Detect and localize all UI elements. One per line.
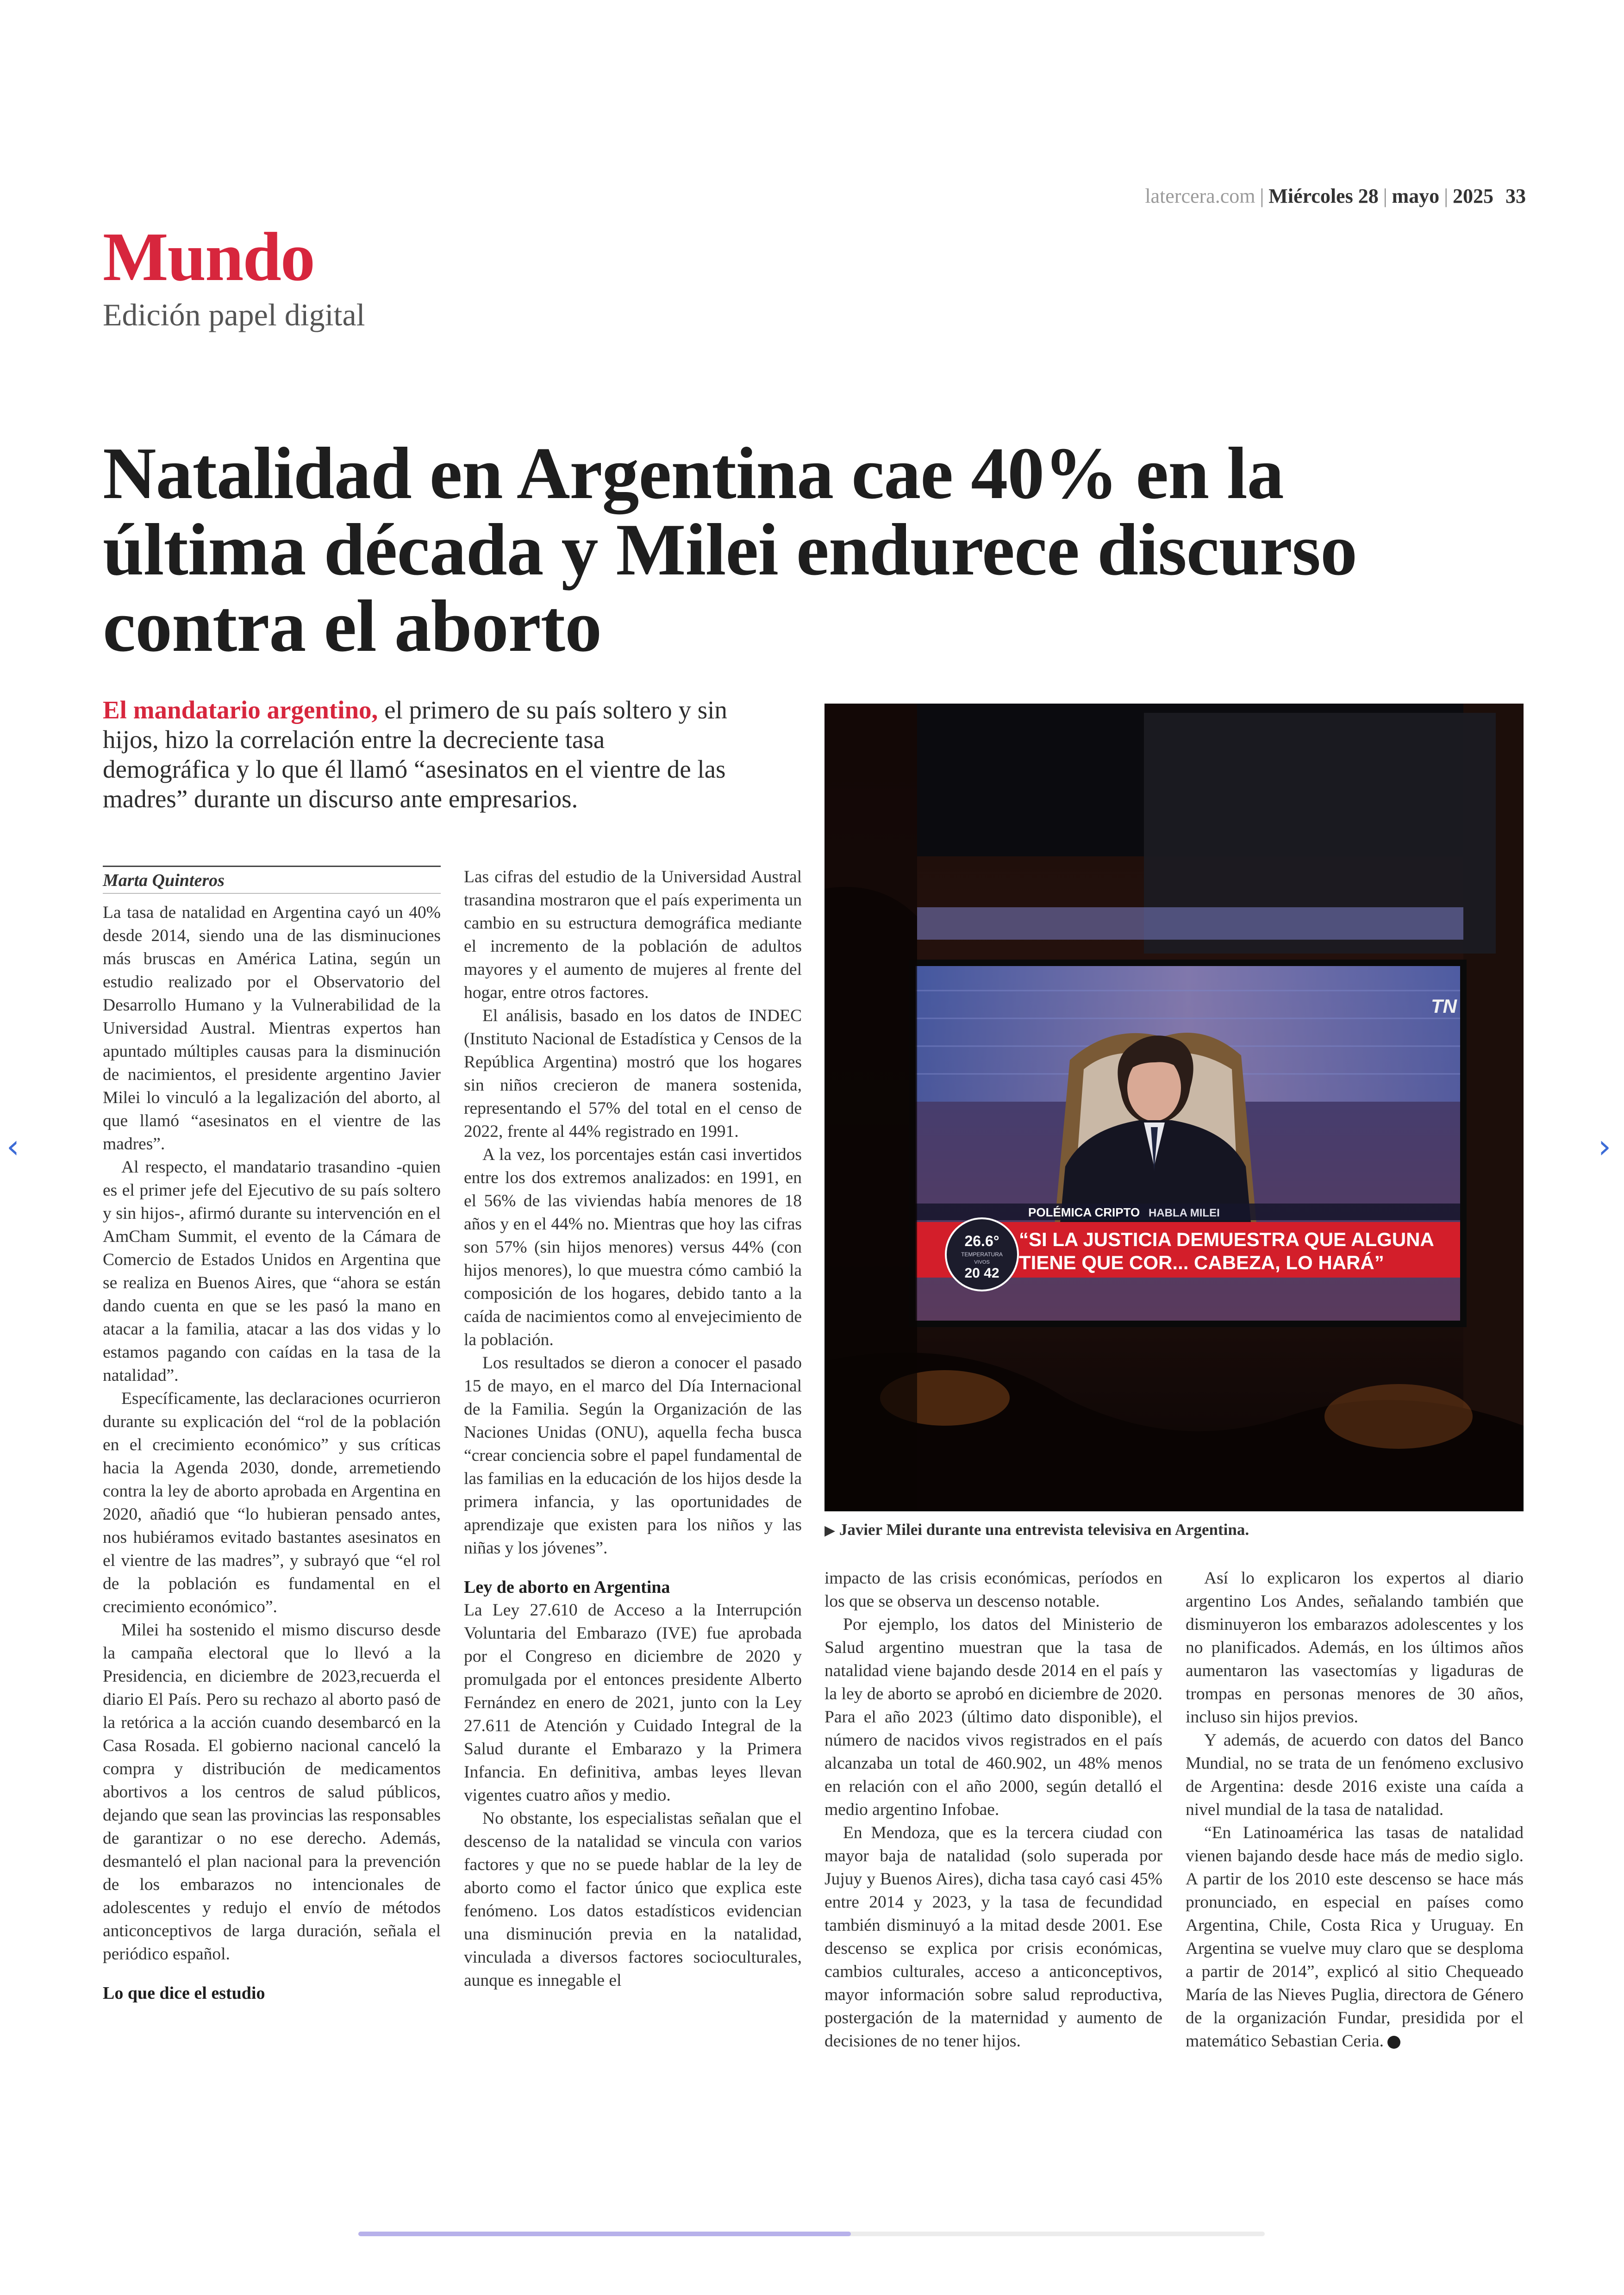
paragraph: [1186, 1821, 1524, 2053]
page-number: 33: [1505, 185, 1526, 207]
article-lead: [103, 695, 732, 814]
body-column-2: [464, 866, 802, 1992]
paragraph-text: “En Latinoamérica las tasas de natalidad vienen bajando desde hace más de medio siglo. A partir de los 2010 este descenso se hace más pronunciado, en especial en países como Argentina, Chile, Costa Rica y Uruguay. En Argentina se vuelve muy claro que se desploma a partir de 2014”, explicó al sitio Chequeado María de las Nieves Puglia, directora de Género de la organización Fundar, presidida por el matemático Sebastian Ceria.: [1186, 1823, 1524, 2051]
paragraph: Específicamente, las declaraciones ocurrieron durante su explicación del “rol de la población en el crecimiento económico” y sus críticas hacia la Agenda 2030, donde, arremetiendo contra la ley de aborto aprobada en Argentina en 2020, añadió que “lo hubieran pensado antes, nos hubiéramos evitado bastantes asesinatos en el vientre de las madres”, y subrayó que “el rol de la población es fundamental en el crecimiento económico”.: [103, 1389, 441, 1616]
paragraph: Así lo explicaron los expertos al diario argentino Los Andes, señalando también que disminuyeron los embarazos adolescentes y los no planificados. Además, en los últimos años aumentaron las vasectomías y ligaduras de trompas en personas menores de 30 años, incluso sin hijos previos.: [1186, 1569, 1524, 1727]
banner-tag: HABLA MILEI: [1149, 1207, 1220, 1219]
paragraph: A la vez, los porcentajes están casi invertidos entre los dos extremos analizados: en 1991, en el 56% de las viviendas había menores de 18 años y en el 44% no. Mientras que hoy las cifras son 57% (sin hijos menores) versus 44% (con hijos menores), lo que muestra cómo cambió la composición de los hogares, debido tanto a la caída de nacimientos como al envejecimiento de la población.: [464, 1145, 802, 1349]
paragraph: Las cifras del estudio de la Universidad Austral trasandina mostraron que el país experimenta un cambio en su estructura demográfica mediante el incremento de la población de adultos mayores y el aumento de mujeres al frente del hogar, entre otros factores.: [464, 867, 802, 1002]
article-photo: [824, 704, 1524, 1511]
time-label: VIVOS: [974, 1260, 990, 1265]
issue-date: Miércoles 28: [1268, 185, 1379, 207]
paragraph: Y además, de acuerdo con datos del Banco Mundial, no se trata de un fenómeno exclusivo de Argentina: desde 2016 existe una caída a nivel mundial de la tasa de natalidad.: [1186, 1731, 1524, 1819]
paragraph: impacto de las crisis económicas, períodos en los que se observa un descenso notable.: [824, 1569, 1162, 1611]
issue-year: 2025: [1453, 185, 1493, 207]
temperature: 26.6°: [964, 1233, 999, 1249]
quote-line-1: “SI LA JUSTICIA DEMUESTRA QUE ALGUNA: [1019, 1229, 1434, 1250]
body-column-1: [103, 866, 441, 2005]
body-column-3: [824, 1567, 1162, 2053]
header-meta: latercera.com | Miércoles 28 | mayo | 2025 33: [1145, 185, 1526, 207]
body-column-4: [1186, 1567, 1524, 2053]
subhead: Ley de aborto en Argentina: [464, 1578, 670, 1597]
lead-strong: El mandatario argentino,: [103, 696, 378, 724]
photo-caption: [824, 1521, 1524, 1539]
paragraph: El análisis, basado en los datos de INDEC (Instituto Nacional de Estadística y Censos de la República Argentina) mostró que los hogares sin niños crecieron de manera sostenida, representando el 57% del total en el censo de 2022, frente al 44% registrado en 1991.: [464, 1006, 802, 1141]
previous-page-button[interactable]: ‹: [6, 1128, 19, 1166]
next-page-button[interactable]: ›: [1598, 1128, 1611, 1166]
paragraph: La tasa de natalidad en Argentina cayó un 40% desde 2014, siendo una de las disminuciones más bruscas en América Latina, según un estudio realizado por el Observatorio del Desarrollo Humano y la Vulnerabilidad de la Universidad Austral. Mientras expertos han apuntado múltiples causas para la disminución de nacimientos, el presidente argentino Javier Milei lo vinculó a la legalización del aborto, al que llamó “asesinatos en el vientre de las madres”.: [103, 903, 441, 1154]
paragraph: Al respecto, el mandatario trasandino -quien es el primer jefe del Ejecutivo de su país soltero y sin hijos-, afirmó durante su intervención en el AmCham Summit, el evento de la Cámara de Comercio de Estados Unidos en Argentina que se realiza en Buenos Aires, que “ahora se están dando cuenta en que se les pasó la mano en atacar a la familia, atacar a las dos vidas y lo estamos pagando con caídas en la tasa de la natalidad”.: [103, 1158, 441, 1385]
site-name: latercera.com: [1145, 185, 1255, 207]
network-logo: TN: [1431, 995, 1457, 1017]
paragraph: La Ley 27.610 de Acceso a la Interrupción Voluntaria del Embarazo (IVE) fue aprobada por el Congreso en diciembre de 2020 y promulgada por el entonces presidente Alberto Fernández en enero de 2021, junto con la Ley 27.611 de Atención y Cuidado Integral de la Salud durante el Embarazo y la Primera Infancia. En definitiva, ambas leyes llevan vigentes cuatro años y medio.: [464, 1601, 802, 1805]
quote-line-2: TIENE QUE COR... CABEZA, LO HARÁ”: [1019, 1252, 1384, 1273]
scroll-thumb[interactable]: [358, 2232, 851, 2236]
byline: Marta Quinteros: [103, 866, 441, 894]
paragraph: No obstante, los especialistas señalan que el descenso de la natalidad se vincula con varios factores y que no se puede hablar de la ley de aborto como el factor único que explica este fenómeno. Los datos estadísticos evidencian una disminución previa en la natalidad, vinculada a diversos factores socioculturales, aunque es innegable el: [464, 1809, 802, 1990]
caption-text: Javier Milei durante una entrevista televisiva en Argentina.: [839, 1521, 1249, 1539]
issue-month: mayo: [1392, 185, 1440, 207]
lead-text: el primero de su país soltero y sin hijos, hizo la correlación entre la decreciente tasa demográfica y lo que él llamó “asesinatos en el vientre de las madres” durante un discurso ante empresarios.: [103, 696, 727, 813]
end-mark-icon: [1387, 2036, 1400, 2049]
caption-arrow-icon: ▶: [824, 1523, 836, 1538]
paragraph: Por ejemplo, los datos del Ministerio de Salud argentino muestran que la tasa de natalidad viene bajando desde 2014 en el país y la ley de aborto se aprobó en diciembre de 2020. Para el año 2023 (último dato disponible), el número de nacidos vivos registrados en el país alcanzaba un total de 460.902, un 48% menos en relación con el año 2000, según detalló el medio argentino Infobae.: [824, 1615, 1162, 1819]
paragraph: Milei ha sostenido el mismo discurso desde la campaña electoral que lo llevó a la Presidencia, en diciembre de 2023,recuerda el diario El País. Pero su rechazo al aborto pasó de la retórica a la acción cuando desembarcó en la Casa Rosada. El gobierno nacional canceló la compra y distribución de medicamentos abortivos a los centros de salud públicos, dejando que sean las provincias las responsables de garantizar o no ese derecho. Además, desmanteló el plan nacional para la prevención de los embarazos no intencionales de adolescentes y redujo el envío de métodos anticonceptivos de larga duración, señala el periódico español.: [103, 1621, 441, 1964]
edition-label: Edición papel digital: [103, 297, 365, 332]
paragraph: En Mendoza, que es la tercera ciudad con mayor baja de natalidad (solo superada por Jujuy y Buenos Aires), dicha tasa cayó casi 45% entre 2014 y 2023, y la tasa de fecundidad también disminuyó a la mitad desde 2001. Ese descenso se explica por crisis económicas, cambios culturales, acceso a anticonceptivos, mayor información sobre salud reproductiva, postergación de la maternidad y aumento de decisiones de no tener hijos.: [824, 1823, 1162, 2051]
time: 20 42: [964, 1266, 999, 1281]
subhead: Lo que dice el estudio: [103, 1983, 265, 2003]
section-title: Mundo: [103, 218, 314, 295]
banner-topic: POLÉMICA CRIPTO: [1028, 1205, 1140, 1219]
article-headline: Natalidad en Argentina cae 40% en la última década y Milei endurece discurso contra el aborto: [103, 432, 1357, 667]
paragraph: Los resultados se dieron a conocer el pasado 15 de mayo, en el marco del Día Internacional de la Familia. Según la Organización de las Naciones Unidas (ONU), aquella fecha busca “crear conciencia sobre el papel fundamental de las familias en la educación de los hijos desde la primera infancia, y las oportunidades de aprendizaje que existen para los niños y las niñas y los jóvenes”.: [464, 1353, 802, 1558]
temperature-label: TEMPERATURA: [961, 1251, 1003, 1258]
